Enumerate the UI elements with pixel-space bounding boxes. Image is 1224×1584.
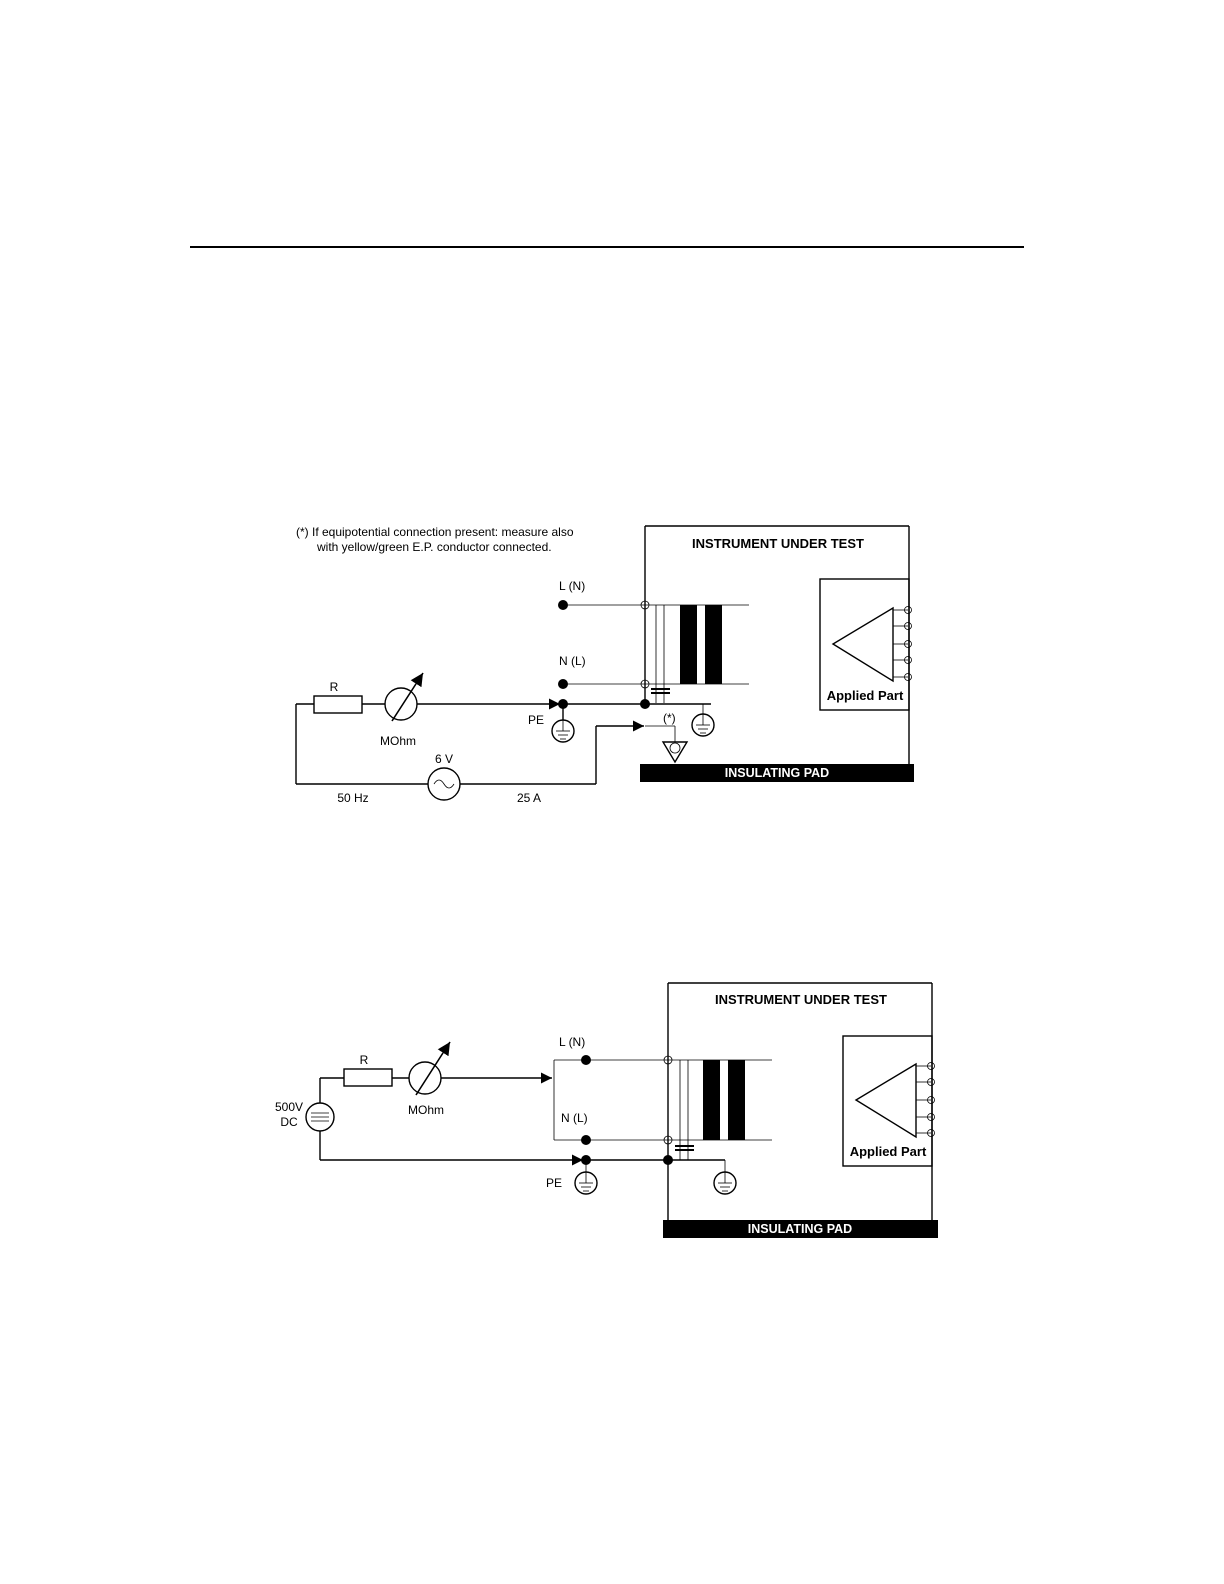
n-label: N (L) (559, 654, 586, 668)
frequency-label: 50 Hz (337, 791, 369, 805)
amplifier-icon (833, 607, 912, 682)
l-terminal (581, 1055, 591, 1065)
applied-part-label: Applied Part (849, 1144, 927, 1159)
instrument-title: INSTRUMENT UNDER TEST (715, 992, 887, 1007)
footnote-line-2: with yellow/green E.P. conductor connected. (317, 540, 552, 554)
current-label: 25 A (516, 791, 542, 805)
amplifier-icon (856, 1063, 935, 1138)
voltage-label: 6 V (434, 752, 454, 766)
transformer-icon (680, 1060, 772, 1140)
capacitor-icon (651, 684, 670, 703)
ac-source-icon (428, 768, 460, 800)
applied-part (820, 579, 912, 710)
megohmmeter-icon (409, 1042, 450, 1095)
l-label: L (N) (559, 579, 586, 593)
dc-source-icon (306, 1103, 334, 1131)
diagram-2-insulation-resistance-test (275, 983, 938, 1238)
resistor-label: R (329, 680, 339, 694)
resistor-label: R (359, 1053, 369, 1067)
source-voltage-label: 500V (274, 1100, 304, 1114)
equipotential-icon (645, 726, 687, 762)
applied-part-label: Applied Part (826, 688, 904, 703)
capacitor-icon (675, 1140, 694, 1160)
applied-part (843, 1036, 935, 1166)
pe-label: PE (528, 713, 545, 727)
ground-icon (714, 1160, 736, 1194)
meter-label: MOhm (408, 1103, 444, 1117)
meter-label: MOhm (380, 734, 416, 748)
transformer-icon (656, 605, 749, 684)
n-label: N (L) (561, 1111, 588, 1125)
measurement-loop (296, 673, 711, 805)
footnote-line-1: (*) If equipotential connection present: measure also (296, 525, 574, 539)
n-terminal (581, 1135, 591, 1145)
pe-label: PE (546, 1176, 563, 1190)
ground-icon (552, 720, 574, 742)
source-type-label: DC (280, 1115, 298, 1129)
megohmmeter-icon (385, 673, 423, 721)
instrument-title: INSTRUMENT UNDER TEST (692, 536, 864, 551)
insulating-pad-label: INSULATING PAD (724, 766, 830, 780)
measurement-loop (275, 1042, 725, 1190)
insulating-pad-label: INSULATING PAD (747, 1222, 853, 1236)
l-label: L (N) (559, 1035, 586, 1049)
diagram-1-protective-earth-test (296, 525, 914, 805)
ground-icon (575, 1160, 597, 1194)
resistor-icon (344, 1069, 392, 1086)
ground-icon (692, 704, 714, 736)
resistor-icon (314, 696, 362, 713)
star-label: (*) (663, 711, 676, 725)
